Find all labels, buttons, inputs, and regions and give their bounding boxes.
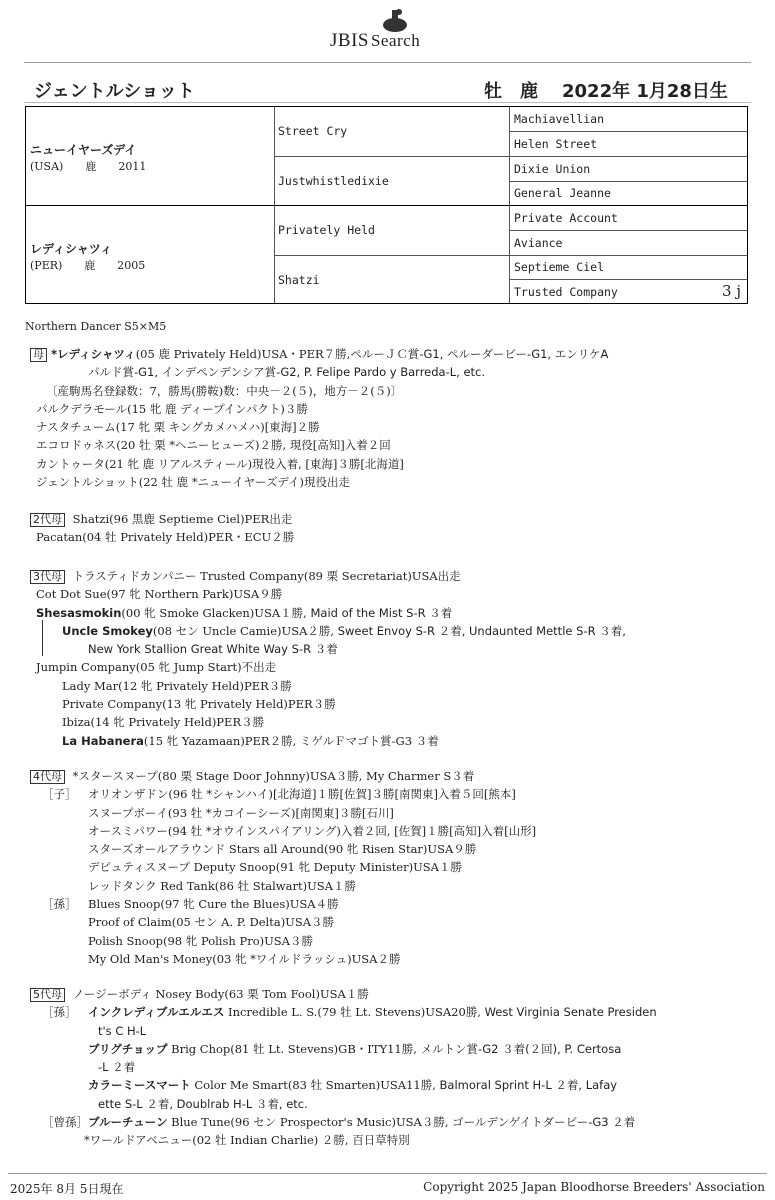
third-dam-section: 3代母 トラスティドカンパニー Trusted Company(89 栗 Secretariat)USA出走 Cot Dot Sue(97 牝 Northern Park)USA９勝 Shesasmokin(00 牝 Smoke Glacken)USA１勝, Maid of the Mist S-R ３着 Uncle Smokey(08 セン Uncle Camie)USA２勝, Sweet Envoy S-R ２着, Undaunted Mettle S-R ３着, New York Stallion Great White Way S-R ３着 Jumpin Company(05 牝 Jump Start)不出走 Lady Mar(12 牝 Privately Held)PER３勝 Private Company(13 牝 Privately Held)PER３勝 Ibiza(14 牝 Privately Held)PER３勝 La Habanera(15 牝 Yazamaan)PER２勝, ミゲルＦマゴト賞-G3 ３着 (30, 567, 626, 750)
title-divider (24, 102, 751, 103)
offspring-row: パルクデラモール(15 牝 鹿 ディープインパクト)３勝 (36, 401, 308, 416)
horse-name: ジェントルショット (34, 81, 195, 102)
horse-birth: 2022年 1月28日生 (562, 81, 728, 102)
ped-ss-d[interactable]: Helen Street (514, 137, 598, 151)
dam-name-bold: *レディシャツィ (51, 347, 136, 361)
pedigree-table (25, 106, 748, 304)
offspring-row: カントゥータ(21 牝 鹿 リアルスティール)現役入着, [東海]３勝[北海道] (36, 456, 404, 471)
ped-ss-s[interactable]: Machiavellian (514, 112, 605, 126)
dam-sire[interactable]: Privately Held (278, 223, 375, 237)
footer-copyright: Copyright 2025 Japan Bloodhorse Breeders' Association (423, 1180, 765, 1194)
logo-jbis: JBIS (330, 30, 369, 51)
horse-sex: 牡 (484, 81, 502, 102)
offspring-row: エコロドゥネス(20 牡 栗 *ヘニーヒューズ)２勝, 現役[高知]入着２回 (36, 438, 391, 453)
sire-dam[interactable]: Justwhistledixie (278, 174, 389, 188)
sire-sire[interactable]: Street Cry (278, 124, 348, 138)
family-number: 3 j (722, 282, 741, 300)
ped-dd-s[interactable]: Septieme Ciel (514, 260, 605, 274)
pedigree-dam[interactable] (30, 240, 145, 273)
ped-dd-d[interactable]: Trusted Company (514, 285, 618, 299)
section-tag-3rd-dam: 3代母 (30, 570, 65, 584)
tree-bar (42, 620, 43, 656)
second-dam-section: 2代母 Shatzi(96 黒鹿 Septieme Ciel)PER出走 Pacatan(04 牡 Privately Held)PER・ECU２勝 (30, 510, 294, 547)
section-tag-4th-dam: 4代母 (30, 770, 65, 784)
horse-color: 鹿 (520, 81, 538, 102)
dam-section: 母 *レディシャツィ(05 鹿 Privately Held)USA・PER７勝,ペルーＪＣ賞-G1, ペルーダービー-G1, エンリケA パルド賞-G1, インデペンデンシア賞-G2, P. Felipe Pardo y Barreda-L, etc. 〔産駒馬名登録数：7，勝馬(勝鞍)数：中央－２(５)，地方－２(５)〕 パルクデラモール(15 牝 鹿 ディープインパクト)３勝 ナスタチューム(17 牝 栗 キングカメハメハ)[東海]２勝 エコロドゥネス(20 牡 栗 *ヘニーヒューズ)２勝, 現役[高知]入着２回 カントゥータ(21 牝 鹿 リアルスティール)現役入着, [東海]３勝[北海道] ジェントルショット(22 牡 鹿 *ニューイヤーズデイ)現役出走 (30, 345, 608, 491)
header-divider (24, 62, 751, 63)
footer-divider (8, 1173, 767, 1174)
dam-dam[interactable]: Shatzi (278, 273, 320, 287)
fifth-dam-section: 5代母 ノージーボディ Nosey Body(63 栗 Tom Fool)USA１勝 ［孫］ インクレディブルエルエス Incredible L. S.(79 牡 Lt. Stevens)USA20勝, West Virginia Senate Presiden t's C H-L ブリグチョップ Brig Chop(81 牡 Lt. Stevens)GB・ITY11勝, メルトン賞-G2 ３着(２回), P. Certosa -L ２着 カラーミースマート Color Me Smart(83 牡 Smarten)USA11勝, Balmoral Sprint H-L ２着, Lafay ette S-L ２着, Doublrab H-L ３着, etc. ［曾孫］ブルーチューン Blue Tune(96 セン Prospector's Music)USA３勝, ゴールデンゲイトダービー-G3 ２着 *ワールドアベニュー(02 牡 Indian Charlie) ２勝, 百日草特別 (30, 985, 657, 1150)
section-tag-2nd-dam: 2代母 (30, 513, 65, 527)
sire-info: (USA) 鹿 2011 (30, 160, 147, 173)
section-tag-dam: 母 (30, 348, 47, 362)
ped-ds-d[interactable]: Aviance (514, 236, 563, 250)
pedigree-sire[interactable] (30, 141, 146, 174)
offspring-row: ジェントルショット(22 牡 鹿 *ニューイヤーズデイ)現役出走 (36, 475, 350, 490)
logo-search: Search (370, 31, 421, 50)
ped-sd-s[interactable]: Dixie Union (514, 162, 591, 176)
inbreeding-note: Northern Dancer S5×M5 (25, 320, 167, 333)
dam-name: レディシャツィ (30, 242, 113, 256)
ped-ds-s[interactable]: Private Account (514, 211, 618, 225)
offspring-row: ナスタチューム(17 牝 栗 キングカメハメハ)[東海]２勝 (36, 420, 320, 435)
ped-sd-d[interactable]: General Jeanne (514, 186, 611, 200)
sire-name: ニューイヤーズデイ (30, 143, 137, 157)
jbis-logo (330, 8, 470, 56)
fourth-dam-section: 4代母 *スタースヌープ(80 栗 Stage Door Johnny)USA３勝, My Charmer S３着 ［子］ オリオンザドン(96 牡 *シャンハイ)[北海道]１勝[佐賀]３勝[南関東]入着５回[熊本] スヌープボーイ(93 牡 *カコイーシーズ)[南関東]３勝[石川] オースミパワー(94 牡 *オウインスパイアリング)入着２回, [佐賀]１勝[高知]入着[山形] スターズオールアラウンド Stars all Around(90 牝 Risen Star)USA９勝 デピュティスヌープ Deputy Snoop(91 牝 Deputy Minister)USA１勝 レッドタンク Red Tank(86 牡 Stalwart)USA１勝 ［孫］ Blues Snoop(97 牝 Cure the Blues)USA４勝 Proof of Claim(05 セン A. P. Delta)USA３勝 Polish Snoop(98 牝 Polish Pro)USA３勝 My Old Man's Money(03 牝 *ワイルドラッシュ)USA２勝 (30, 767, 536, 968)
section-tag-5th-dam: 5代母 (30, 988, 65, 1002)
dam-info: (PER) 鹿 2005 (30, 259, 146, 272)
horse-sex-color (484, 77, 538, 103)
footer-date: 2025年 8月 5日現在 (10, 1182, 124, 1196)
